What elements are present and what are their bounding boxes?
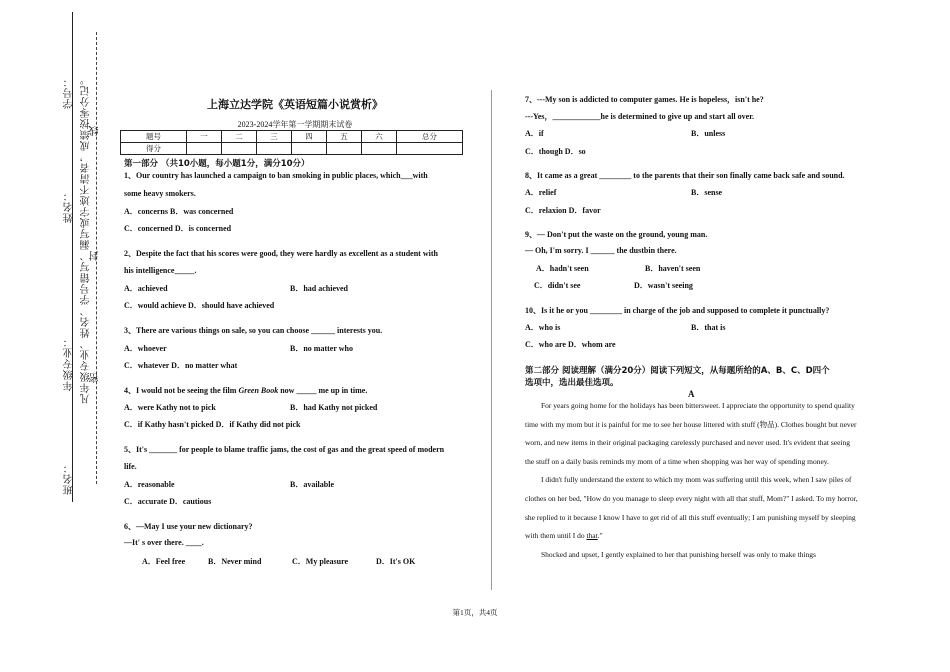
q4-option-b: B．had Kathy not picked [290, 403, 378, 412]
q10-options-cd: C．who are D．whom are [525, 340, 616, 349]
q5-options-cd: C．accurate D．cautious [124, 497, 212, 506]
q10-option-b: B．that is [691, 323, 726, 332]
q6-option-b: B．Never mind [208, 557, 262, 566]
q1-options-cd: C．concerned D．is concerned [124, 224, 232, 233]
q1-stem: 1、Our country has launched a campaign to ban smoking in public places, which___with [124, 171, 428, 180]
q8-options-cd: C．relaxion D．favor [525, 206, 601, 215]
score-input-cell[interactable] [256, 143, 291, 155]
passage-paragraph-2-text: I didn't fully understand the extent to which my mom was suffering until this week, when I saw piles of clothes on her bed, "How do you manage to sleep every night with all that stuff, Mom?" I asked. To my horror, she replied to it because I know I have to get rid of all this stuff eventually; I am punishing myself by sleeping with them until I do [525, 475, 858, 541]
binding-student-id-label: 学号： [64, 76, 75, 109]
q8-option-a: A．relief [525, 188, 557, 197]
passage-text [525, 397, 860, 564]
q8-option-b: B．sense [691, 188, 723, 197]
passage-paragraph-2 [525, 471, 860, 545]
binding-name-label: 姓名： [64, 190, 75, 223]
page-footer: 第1页，共4页 [452, 608, 498, 617]
score-input-cell[interactable] [326, 143, 361, 155]
q7-stem-cont: ---Yes，____________he is determined to give up and start all over. [525, 112, 755, 121]
q9-stem: 9、— Don't put the waste on the ground, young man. [525, 230, 708, 239]
q9-option-b: B．haven't seen [645, 264, 701, 273]
q3-option-a: A．whoever [124, 344, 167, 353]
binding-class-label: 班名： [64, 462, 75, 495]
q7-stem: 7、---My son is addicted to computer games. He is hopeless，isn't he? [525, 95, 764, 104]
q2-stem-cont: his intelligence_____. [124, 266, 197, 275]
q4-film-title: Green Book [238, 386, 279, 395]
q8-stem: 8、It came as a great ________ to the parents that their son finally came back safe and sound. [525, 171, 845, 180]
score-input-cell[interactable] [291, 143, 326, 155]
part2-heading-cont: 选项中，选出最佳选项。 [525, 378, 619, 388]
q5-stem: 5、It's _______ for people to blame traffic jams, the cost of gas and the great speed of modern [124, 445, 445, 454]
binding-notice: 凡年级专业、姓名、学号错写、漏写或字迹不清者，成绩按零分记。 [81, 74, 92, 404]
q2-options-cd: C．would achieve D．should have achieved [124, 301, 275, 310]
part1-heading: 第一部分 （共10小题，每小题1分，满分10分） [124, 159, 310, 169]
binding-xian: 线 [90, 125, 101, 136]
q9-option-d: D．wasn't seeing [634, 281, 693, 290]
q6-stem-cont: —It' s over there. ____. [124, 538, 204, 547]
score-table-header-row [121, 131, 463, 143]
score-cell: 五 [326, 131, 361, 143]
score-cell: 四 [291, 131, 326, 143]
q9-option-a: A．hadn't seen [536, 264, 589, 273]
score-input-cell[interactable] [186, 143, 221, 155]
score-table-score-row [121, 143, 463, 155]
binding-mi: 密 [90, 372, 101, 383]
score-cell: 二 [221, 131, 256, 143]
q7-options-cd: C．though D．so [525, 147, 586, 156]
q6-stem: 6、—May I use your new dictionary? [124, 522, 253, 531]
q3-option-b: B．no matter who [290, 344, 353, 353]
q3-options-cd: C．whatever D．no matter what [124, 361, 238, 370]
score-table [120, 130, 463, 155]
q4-option-a: A．were Kathy not to pick [124, 403, 216, 412]
exam-title: 上海立达学院《英语短篇小说赏析》 [207, 98, 383, 111]
score-cell: 六 [362, 131, 397, 143]
score-cell: 题号 [121, 131, 187, 143]
q2-stem: 2、Despite the fact that his scores were good, they were hardly as excellent as a student with [124, 249, 438, 258]
binding-feng: 封 [90, 250, 101, 261]
q4-stem-post: now _____ me up in time. [278, 386, 368, 395]
passage-underlined-word: that [586, 531, 598, 541]
score-cell: 一 [186, 131, 221, 143]
score-cell: 得分 [121, 143, 187, 155]
q4-stem-pre: 4、I would not be seeing the film [124, 386, 239, 395]
passage-label: A [688, 389, 695, 399]
score-cell: 三 [256, 131, 291, 143]
score-cell: 总分 [397, 131, 463, 143]
exam-subtitle: 2023-2024学年第一学期期末试卷 [237, 120, 353, 129]
score-input-cell[interactable] [397, 143, 463, 155]
q1-stem-cont: some heavy smokers. [124, 189, 196, 198]
binding-major-label: 年级专业： [64, 336, 75, 391]
q6-option-a: A．Feel free [142, 557, 186, 566]
q6-option-d: D．It's OK [376, 557, 416, 566]
passage-paragraph-2-end: ." [597, 531, 603, 541]
q5-option-a: A．reasonable [124, 480, 175, 489]
score-input-cell[interactable] [221, 143, 256, 155]
q4-options-cd: C．if Kathy hasn't picked D．if Kathy did not pick [124, 420, 301, 429]
part2-heading: 第二部分 阅读理解（满分20分）阅读下列短文，从每题所给的A、B、C、D四个 [525, 366, 830, 376]
q5-option-b: B．available [290, 480, 335, 489]
q9-option-c: C．didn't see [534, 281, 581, 290]
q4-stem [124, 385, 367, 396]
column-divider [491, 90, 492, 590]
passage-paragraph-3: Shocked and upset, I gently explained to her that punishing herself was only to make things [541, 549, 816, 559]
q6-option-c: C．My pleasure [292, 557, 349, 566]
q10-option-a: A．who is [525, 323, 561, 332]
q2-option-a: A．achieved [124, 284, 168, 293]
passage-paragraph-1: For years going home for the holidays has been bittersweet. I appreciate the opportunity to spend quality time with my mom but it is painful for me to see her house littered with stuff (物品). Clothes bought but never worn, and new items in their original packaging carelessly purchased and never used. It's evident that seeing the stuff on a daily basis reminds my mom of a time when shopping was her way of spending money. [525, 401, 857, 466]
q10-stem: 10、Is it he or you ________ in charge of the job and supposed to complete it punctually? [525, 306, 830, 315]
q2-option-b: B．had achieved [290, 284, 349, 293]
q1-options-ab: A．concerns B．was concerned [124, 207, 234, 216]
q7-option-a: A．if [525, 129, 544, 138]
score-input-cell[interactable] [362, 143, 397, 155]
q7-option-b: B．unless [691, 129, 726, 138]
q3-stem: 3、There are various things on sale, so you can choose ______ interests you. [124, 326, 383, 335]
q9-stem-cont: — Oh, I'm sorry. I ______ the dustbin there. [525, 246, 677, 255]
q5-stem-cont: life. [124, 462, 137, 471]
